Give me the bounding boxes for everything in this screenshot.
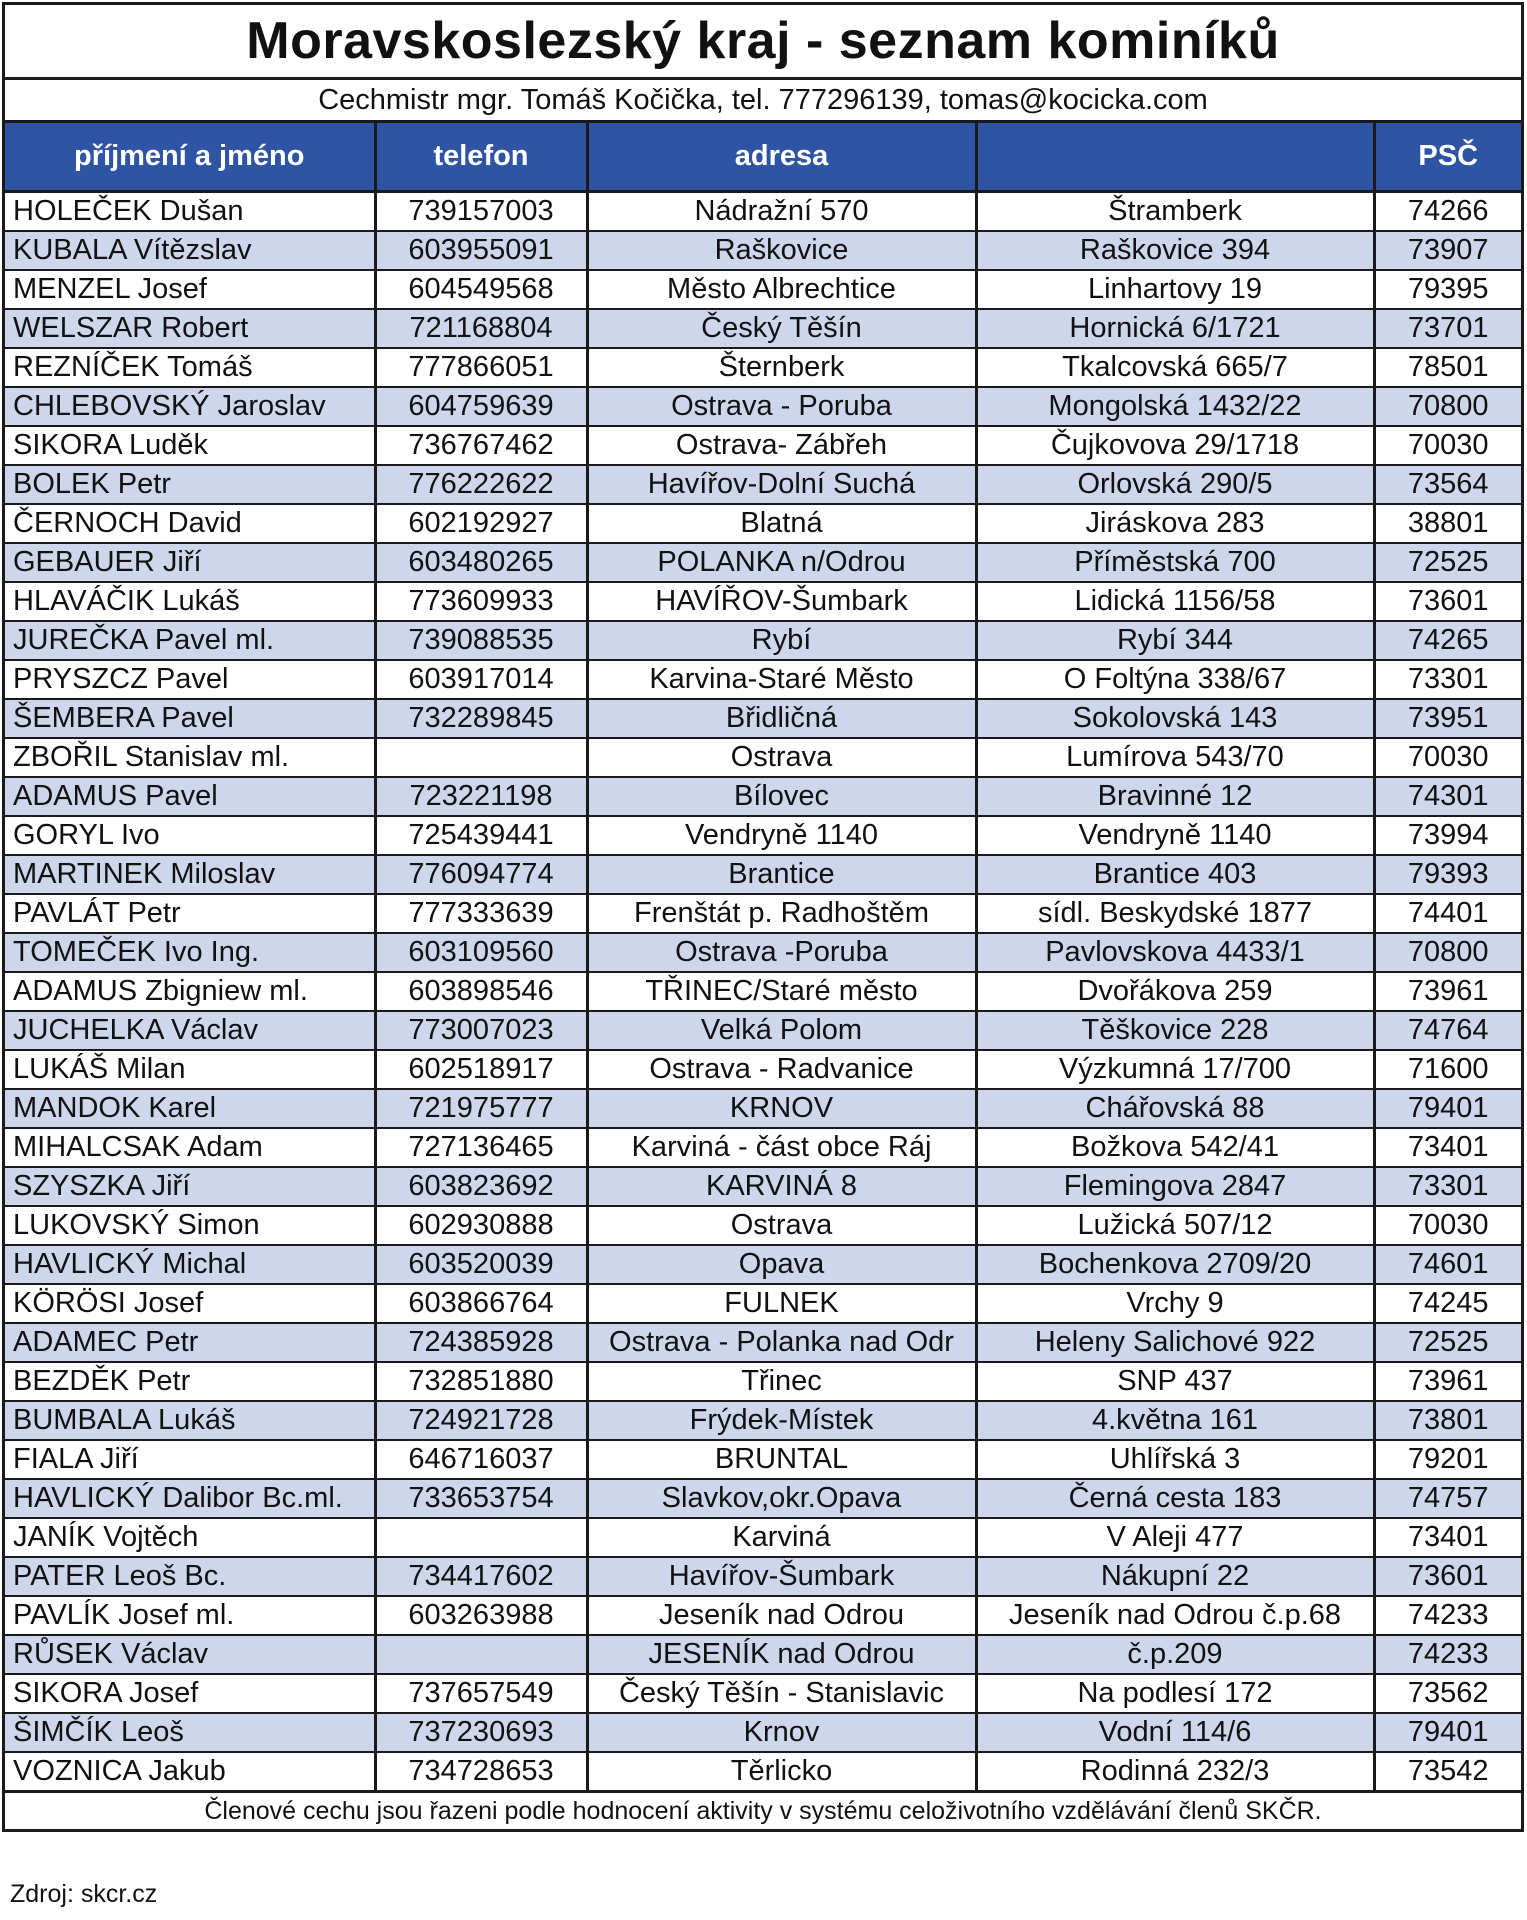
cell-zip: 73401 — [1374, 1128, 1521, 1167]
cell-phone: 603955091 — [375, 231, 587, 270]
cell-name: CHLEBOVSKÝ Jaroslav — [5, 387, 375, 426]
cell-street: č.p.209 — [976, 1635, 1374, 1674]
cell-name: HAVLICKÝ Michal — [5, 1245, 375, 1284]
cell-street: Na podlesí 172 — [976, 1674, 1374, 1713]
cell-zip: 79401 — [1374, 1713, 1521, 1752]
cell-city: Karvina-Staré Město — [587, 660, 976, 699]
cell-zip: 71600 — [1374, 1050, 1521, 1089]
table-row — [5, 504, 1521, 543]
cell-street: Lumírova 543/70 — [976, 738, 1374, 777]
table-row — [5, 426, 1521, 465]
cell-name: KUBALA Vítězslav — [5, 231, 375, 270]
cell-phone — [375, 738, 587, 777]
cell-zip: 74245 — [1374, 1284, 1521, 1323]
cell-street: Linhartovy 19 — [976, 270, 1374, 309]
cell-zip: 74601 — [1374, 1245, 1521, 1284]
table-row — [5, 855, 1521, 894]
cell-zip: 73301 — [1374, 660, 1521, 699]
cell-zip: 73542 — [1374, 1752, 1521, 1792]
table-row — [5, 387, 1521, 426]
cell-street: Sokolovská 143 — [976, 699, 1374, 738]
table-row — [5, 777, 1521, 816]
table-row — [5, 1050, 1521, 1089]
cell-name: BEZDĚK Petr — [5, 1362, 375, 1401]
cell-name: SZYSZKA Jiří — [5, 1167, 375, 1206]
cell-city: Frýdek-Místek — [587, 1401, 976, 1440]
cell-city: Vendryně 1140 — [587, 816, 976, 855]
table-row — [5, 738, 1521, 777]
cell-phone: 734728653 — [375, 1752, 587, 1792]
cell-phone: 724385928 — [375, 1323, 587, 1362]
cell-city: Havířov-Dolní Suchá — [587, 465, 976, 504]
table-row — [5, 621, 1521, 660]
cell-street: Chářovská 88 — [976, 1089, 1374, 1128]
guild-master-contact: Cechmistr mgr. Tomáš Kočička, tel. 777296139, tomas@kocicka.com — [5, 80, 1521, 123]
table-row — [5, 1674, 1521, 1713]
cell-name: PRYSZCZ Pavel — [5, 660, 375, 699]
cell-street: Bochenkova 2709/20 — [976, 1245, 1374, 1284]
cell-phone: 733653754 — [375, 1479, 587, 1518]
cell-city: Šternberk — [587, 348, 976, 387]
cell-phone: 603480265 — [375, 543, 587, 582]
table-row — [5, 1752, 1521, 1792]
cell-street: Mongolská 1432/22 — [976, 387, 1374, 426]
cell-zip: 73401 — [1374, 1518, 1521, 1557]
cell-phone: 646716037 — [375, 1440, 587, 1479]
cell-name: GORYL Ivo — [5, 816, 375, 855]
table-row — [5, 660, 1521, 699]
cell-zip: 72525 — [1374, 543, 1521, 582]
cell-phone — [375, 1518, 587, 1557]
cell-phone — [375, 1635, 587, 1674]
page-title: Moravskoslezský kraj - seznam kominíků — [5, 5, 1521, 80]
cell-phone: 725439441 — [375, 816, 587, 855]
cell-zip: 74233 — [1374, 1596, 1521, 1635]
cell-name: PAVLÍK Josef ml. — [5, 1596, 375, 1635]
cell-city: KARVINÁ 8 — [587, 1167, 976, 1206]
cell-phone: 737657549 — [375, 1674, 587, 1713]
cell-street: Flemingova 2847 — [976, 1167, 1374, 1206]
table-row — [5, 1401, 1521, 1440]
cell-city: Třinec — [587, 1362, 976, 1401]
cell-city: Ostrava -Poruba — [587, 933, 976, 972]
header-phone: telefon — [375, 123, 587, 192]
cell-street: SNP 437 — [976, 1362, 1374, 1401]
cell-zip: 73562 — [1374, 1674, 1521, 1713]
cell-name: ŠEMBERA Pavel — [5, 699, 375, 738]
cell-phone: 724921728 — [375, 1401, 587, 1440]
cell-zip: 79393 — [1374, 855, 1521, 894]
cell-name: SIKORA Josef — [5, 1674, 375, 1713]
cell-name: WELSZAR Robert — [5, 309, 375, 348]
table-row — [5, 231, 1521, 270]
table-row — [5, 1167, 1521, 1206]
table-row — [5, 192, 1521, 232]
table-row — [5, 309, 1521, 348]
cell-name: LUKOVSKÝ Simon — [5, 1206, 375, 1245]
table-row — [5, 1362, 1521, 1401]
header-city: adresa — [587, 123, 976, 192]
cell-phone: 776222622 — [375, 465, 587, 504]
cell-street: Lužická 507/12 — [976, 1206, 1374, 1245]
cell-city: Blatná — [587, 504, 976, 543]
cell-zip: 70800 — [1374, 933, 1521, 972]
cell-zip: 70030 — [1374, 1206, 1521, 1245]
cell-zip: 74233 — [1374, 1635, 1521, 1674]
cell-name: TOMEČEK Ivo Ing. — [5, 933, 375, 972]
cell-city: Český Těšín — [587, 309, 976, 348]
cell-name: MENZEL Josef — [5, 270, 375, 309]
table-row — [5, 1596, 1521, 1635]
cell-street: Rybí 344 — [976, 621, 1374, 660]
cell-name: FIALA Jiří — [5, 1440, 375, 1479]
cell-zip: 72525 — [1374, 1323, 1521, 1362]
table-row — [5, 1011, 1521, 1050]
cell-street: Hornická 6/1721 — [976, 309, 1374, 348]
table-row — [5, 1713, 1521, 1752]
table-row — [5, 1518, 1521, 1557]
table-row — [5, 1557, 1521, 1596]
cell-phone: 721975777 — [375, 1089, 587, 1128]
cell-name: JUCHELKA Václav — [5, 1011, 375, 1050]
cell-name: PAVLÁT Petr — [5, 894, 375, 933]
table-row — [5, 1440, 1521, 1479]
cell-city: Ostrava - Poruba — [587, 387, 976, 426]
cell-zip: 70800 — [1374, 387, 1521, 426]
cell-phone: 734417602 — [375, 1557, 587, 1596]
cell-zip: 74301 — [1374, 777, 1521, 816]
cell-street: Výzkumná 17/700 — [976, 1050, 1374, 1089]
cell-street: Jiráskova 283 — [976, 504, 1374, 543]
cell-street: Dvořákova 259 — [976, 972, 1374, 1011]
cell-zip: 73801 — [1374, 1401, 1521, 1440]
cell-city: Těrlicko — [587, 1752, 976, 1792]
header-name: příjmení a jméno — [5, 123, 375, 192]
cell-phone: 777333639 — [375, 894, 587, 933]
cell-zip: 73951 — [1374, 699, 1521, 738]
cell-phone: 604549568 — [375, 270, 587, 309]
table-row — [5, 894, 1521, 933]
cell-phone: 732289845 — [375, 699, 587, 738]
cell-zip: 73301 — [1374, 1167, 1521, 1206]
cell-name: LUKÁŠ Milan — [5, 1050, 375, 1089]
cell-city: Nádražní 570 — [587, 192, 976, 232]
cell-phone: 603823692 — [375, 1167, 587, 1206]
cell-street: Tkalcovská 665/7 — [976, 348, 1374, 387]
cell-phone: 603898546 — [375, 972, 587, 1011]
cell-phone: 777866051 — [375, 348, 587, 387]
cell-street: Orlovská 290/5 — [976, 465, 1374, 504]
cell-zip: 73961 — [1374, 1362, 1521, 1401]
cell-city: Rybí — [587, 621, 976, 660]
cell-street: sídl. Beskydské 1877 — [976, 894, 1374, 933]
cell-phone: 721168804 — [375, 309, 587, 348]
cell-zip: 38801 — [1374, 504, 1521, 543]
cell-name: RŮSEK Václav — [5, 1635, 375, 1674]
cell-city: POLANKA n/Odrou — [587, 543, 976, 582]
cell-phone: 737230693 — [375, 1713, 587, 1752]
cell-phone: 723221198 — [375, 777, 587, 816]
table-row — [5, 1245, 1521, 1284]
cell-phone: 732851880 — [375, 1362, 587, 1401]
sweeps-table — [5, 123, 1521, 1793]
cell-phone: 603866764 — [375, 1284, 587, 1323]
cell-name: BOLEK Petr — [5, 465, 375, 504]
cell-city: Ostrava — [587, 738, 976, 777]
cell-city: Bílovec — [587, 777, 976, 816]
table-row — [5, 465, 1521, 504]
cell-zip: 74265 — [1374, 621, 1521, 660]
cell-zip: 79201 — [1374, 1440, 1521, 1479]
cell-phone: 603520039 — [375, 1245, 587, 1284]
cell-name: JANÍK Vojtěch — [5, 1518, 375, 1557]
cell-street: V Aleji 477 — [976, 1518, 1374, 1557]
cell-name: ADAMUS Zbigniew ml. — [5, 972, 375, 1011]
cell-name: ADAMUS Pavel — [5, 777, 375, 816]
cell-name: ČERNOCH David — [5, 504, 375, 543]
cell-street: Uhlířská 3 — [976, 1440, 1374, 1479]
cell-street: Lidická 1156/58 — [976, 582, 1374, 621]
cell-zip: 73961 — [1374, 972, 1521, 1011]
cell-zip: 73701 — [1374, 309, 1521, 348]
source-credit: Zdroj: skcr.cz — [10, 1880, 158, 1908]
table-row — [5, 699, 1521, 738]
cell-street: Brantice 403 — [976, 855, 1374, 894]
cell-street: O Foltýna 338/67 — [976, 660, 1374, 699]
table-header-row — [5, 123, 1521, 192]
cell-street: Jeseník nad Odrou č.p.68 — [976, 1596, 1374, 1635]
cell-city: Břidličná — [587, 699, 976, 738]
cell-name: VOZNICA Jakub — [5, 1752, 375, 1792]
table-row — [5, 582, 1521, 621]
cell-city: TŘINEC/Staré město — [587, 972, 976, 1011]
cell-city: Český Těšín - Stanislavic — [587, 1674, 976, 1713]
cell-street: Bravinné 12 — [976, 777, 1374, 816]
cell-street: Černá cesta 183 — [976, 1479, 1374, 1518]
cell-phone: 602518917 — [375, 1050, 587, 1089]
cell-city: Ostrava - Radvanice — [587, 1050, 976, 1089]
cell-phone: 603109560 — [375, 933, 587, 972]
cell-name: SIKORA Luděk — [5, 426, 375, 465]
table-row — [5, 972, 1521, 1011]
cell-phone: 602930888 — [375, 1206, 587, 1245]
cell-city: KRNOV — [587, 1089, 976, 1128]
cell-name: HLAVÁČIK Lukáš — [5, 582, 375, 621]
cell-zip: 74266 — [1374, 192, 1521, 232]
cell-phone: 727136465 — [375, 1128, 587, 1167]
header-street — [976, 123, 1374, 192]
cell-zip: 78501 — [1374, 348, 1521, 387]
cell-street: Příměstská 700 — [976, 543, 1374, 582]
cell-phone: 739088535 — [375, 621, 587, 660]
cell-city: JESENÍK nad Odrou — [587, 1635, 976, 1674]
cell-name: HAVLICKÝ Dalibor Bc.ml. — [5, 1479, 375, 1518]
cell-name: MIHALCSAK Adam — [5, 1128, 375, 1167]
cell-phone: 773007023 — [375, 1011, 587, 1050]
cell-city: Velká Polom — [587, 1011, 976, 1050]
table-row — [5, 1128, 1521, 1167]
cell-zip: 73601 — [1374, 1557, 1521, 1596]
header-zip: PSČ — [1374, 123, 1521, 192]
cell-city: Jeseník nad Odrou — [587, 1596, 976, 1635]
cell-city: Slavkov,okr.Opava — [587, 1479, 976, 1518]
cell-name: MANDOK Karel — [5, 1089, 375, 1128]
cell-street: Rodinná 232/3 — [976, 1752, 1374, 1792]
table-row — [5, 1284, 1521, 1323]
cell-street: Božkova 542/41 — [976, 1128, 1374, 1167]
cell-zip: 73601 — [1374, 582, 1521, 621]
table-row — [5, 1635, 1521, 1674]
table-row — [5, 1479, 1521, 1518]
table-row — [5, 933, 1521, 972]
chimney-sweep-list — [2, 2, 1524, 1832]
cell-name: ŠIMČÍK Leoš — [5, 1713, 375, 1752]
cell-city: Město Albrechtice — [587, 270, 976, 309]
cell-name: BUMBALA Lukáš — [5, 1401, 375, 1440]
cell-street: 4.května 161 — [976, 1401, 1374, 1440]
cell-street: Heleny Salichové 922 — [976, 1323, 1374, 1362]
cell-city: HAVÍŘOV-Šumbark — [587, 582, 976, 621]
cell-city: Karviná - část obce Ráj — [587, 1128, 976, 1167]
table-row — [5, 1323, 1521, 1362]
cell-name: GEBAUER Jiří — [5, 543, 375, 582]
cell-zip: 70030 — [1374, 426, 1521, 465]
cell-zip: 79395 — [1374, 270, 1521, 309]
cell-phone: 603263988 — [375, 1596, 587, 1635]
cell-name: ADAMEC Petr — [5, 1323, 375, 1362]
cell-zip: 74757 — [1374, 1479, 1521, 1518]
cell-city: Ostrava — [587, 1206, 976, 1245]
cell-name: JUREČKA Pavel ml. — [5, 621, 375, 660]
cell-phone: 602192927 — [375, 504, 587, 543]
cell-street: Pavlovskova 4433/1 — [976, 933, 1374, 972]
cell-name: ZBOŘIL Stanislav ml. — [5, 738, 375, 777]
cell-zip: 73564 — [1374, 465, 1521, 504]
table-body — [5, 192, 1521, 1792]
cell-street: Vrchy 9 — [976, 1284, 1374, 1323]
cell-phone: 603917014 — [375, 660, 587, 699]
cell-name: KÖRÖSI Josef — [5, 1284, 375, 1323]
cell-name: HOLEČEK Dušan — [5, 192, 375, 232]
cell-street: Raškovice 394 — [976, 231, 1374, 270]
cell-city: Havířov-Šumbark — [587, 1557, 976, 1596]
cell-city: Raškovice — [587, 231, 976, 270]
cell-city: Krnov — [587, 1713, 976, 1752]
cell-city: Brantice — [587, 855, 976, 894]
footnote: Členové cechu jsou řazeni podle hodnocení aktivity v systému celoživotního vzdělávání členů SKČR. — [204, 1797, 1322, 1825]
cell-zip: 70030 — [1374, 738, 1521, 777]
cell-city: Ostrava- Zábřeh — [587, 426, 976, 465]
cell-city: Karviná — [587, 1518, 976, 1557]
table-row — [5, 270, 1521, 309]
cell-phone: 739157003 — [375, 192, 587, 232]
cell-zip: 74401 — [1374, 894, 1521, 933]
cell-street: Vendryně 1140 — [976, 816, 1374, 855]
table-row — [5, 348, 1521, 387]
cell-street: Těškovice 228 — [976, 1011, 1374, 1050]
cell-street: Štramberk — [976, 192, 1374, 232]
cell-zip: 74764 — [1374, 1011, 1521, 1050]
cell-name: MARTINEK Miloslav — [5, 855, 375, 894]
cell-zip: 79401 — [1374, 1089, 1521, 1128]
table-row — [5, 543, 1521, 582]
cell-phone: 773609933 — [375, 582, 587, 621]
cell-name: PATER Leoš Bc. — [5, 1557, 375, 1596]
cell-zip: 73907 — [1374, 231, 1521, 270]
cell-phone: 604759639 — [375, 387, 587, 426]
cell-phone: 736767462 — [375, 426, 587, 465]
cell-street: Nákupní 22 — [976, 1557, 1374, 1596]
table-row — [5, 1089, 1521, 1128]
table-row — [5, 1206, 1521, 1245]
cell-city: FULNEK — [587, 1284, 976, 1323]
cell-city: BRUNTAL — [587, 1440, 976, 1479]
table-row — [5, 816, 1521, 855]
cell-street: Vodní 114/6 — [976, 1713, 1374, 1752]
cell-city: Frenštát p. Radhoštěm — [587, 894, 976, 933]
cell-zip: 73994 — [1374, 816, 1521, 855]
cell-street: Čujkovova 29/1718 — [976, 426, 1374, 465]
cell-city: Ostrava - Polanka nad Odr — [587, 1323, 976, 1362]
cell-phone: 776094774 — [375, 855, 587, 894]
cell-name: REZNÍČEK Tomáš — [5, 348, 375, 387]
cell-city: Opava — [587, 1245, 976, 1284]
